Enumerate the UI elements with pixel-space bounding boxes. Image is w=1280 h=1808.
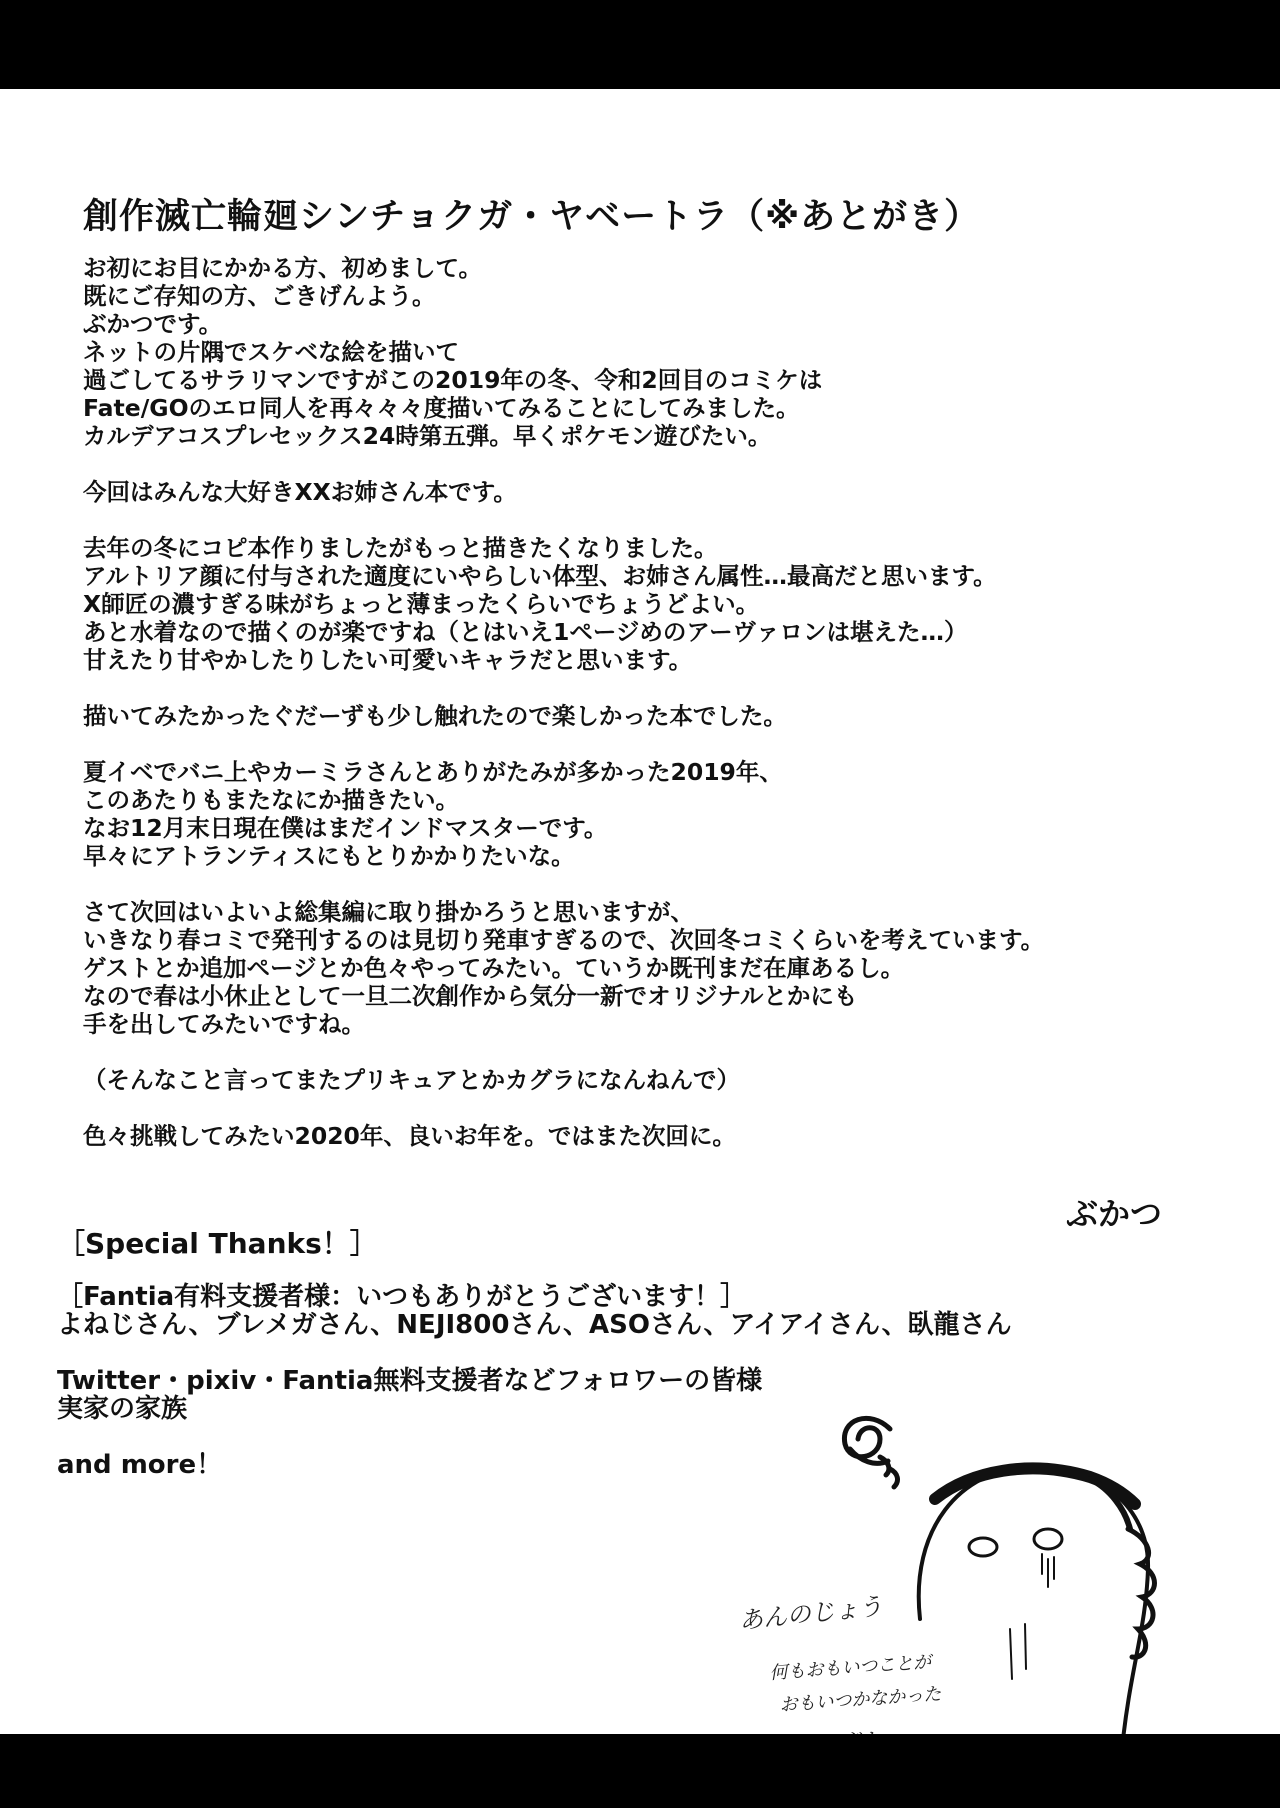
paragraph-book-topic — [83, 478, 1203, 506]
text-line: さて次回はいよいよ総集編に取り掛かろうと思いますが、 — [83, 898, 694, 926]
text-line: Fate/GOのエロ同人を再々々々度描いてみることにしてみました。 — [83, 394, 800, 422]
doodle-note-line-2: 何もおもいつことが — [768, 1651, 932, 1684]
text-line: なので春は小休止として一旦二次創作から気分一新でオリジナルとかにも — [83, 982, 858, 1010]
text-line: 色々挑戦してみたい2020年、良いお年を。ではまた次回に。 — [83, 1122, 736, 1150]
afterword-body — [83, 254, 1203, 1178]
text-line: ゲストとか追加ページとか色々やってみたい。ていうか既刊まだ在庫あるし。 — [83, 954, 905, 982]
paragraph-aside — [83, 1066, 1203, 1094]
scribble-icon — [844, 1418, 897, 1487]
text-line: 早々にアトランティスにもとりかかりたいな。 — [83, 842, 575, 870]
special-thanks-title: ［Special Thanks！］ — [57, 1227, 378, 1260]
text-line: 描いてみたかったぐだーずも少し触れたので楽しかった本でした。 — [83, 702, 787, 730]
bottom-letterbox-bar — [0, 1734, 1280, 1808]
text-line: 今回はみんな大好きXXお姉さん本です。 — [83, 478, 517, 506]
text-line: 手を出してみたいですね。 — [83, 1010, 365, 1038]
text-line: カルデアコスプレセックス24時第五弾。早くポケモン遊びたい。 — [83, 422, 772, 450]
followers-line: Twitter・pixiv・Fantia無料支援者などフォロワーの皆様 — [57, 1366, 763, 1396]
text-line: お初にお目にかかる方、初めまして。 — [83, 254, 483, 282]
paragraph-closing — [83, 1122, 1203, 1150]
family-line: 実家の家族 — [57, 1394, 188, 1424]
doodle-note-line-1: あんのじょう — [737, 1592, 884, 1635]
page-title: 創作滅亡輪廻シンチョクガ・ヤベートラ（※あとがき） — [83, 197, 981, 237]
paragraph-character — [83, 534, 1203, 674]
text-line: ぶかつです。 — [83, 310, 223, 338]
text-line: このあたりもまたなにか描きたい。 — [83, 786, 459, 814]
text-line: ネットの片隅でスケベな絵を描いて — [83, 338, 459, 366]
author-signature: ぶかつ — [1066, 1195, 1163, 1233]
paragraph-gudazu — [83, 702, 1203, 730]
fantia-supporters-names: よねじさん、ブレメガさん、NEJI800さん、ASOさん、アイアイさん、臥龍さん — [57, 1310, 1012, 1340]
paragraph-next-plans — [83, 898, 1203, 1038]
paragraph-summer-event — [83, 758, 1203, 870]
doodle-note-line-3: おもいつかなかった — [778, 1683, 942, 1716]
afterword-page — [0, 89, 1280, 1734]
text-line: あと水着なので描くのが楽ですね（とはいえ1ページめのアーヴァロンは堪えた…） — [83, 618, 968, 646]
text-line: 夏イベでバニ上やカーミラさんとありがたみが多かった2019年、 — [83, 758, 783, 786]
text-line: 去年の冬にコピ本作りましたがもっと描きたくなりました。 — [83, 534, 718, 562]
author-doodle — [730, 1389, 1190, 1734]
and-more-line: and more！ — [57, 1450, 223, 1480]
text-line: 甘えたり甘やかしたりしたい可愛いキャラだと思います。 — [83, 646, 693, 674]
text-line: 既にご存知の方、ごきげんよう。 — [83, 282, 436, 310]
fantia-supporters-header: ［Fantia有料支援者様：いつもありがとうございます！］ — [57, 1282, 747, 1312]
text-line: いきなり春コミで発刊するのは見切り発車すぎるので、次回冬コミくらいを考えています。 — [83, 926, 1045, 954]
text-line: X師匠の濃すぎる味がちょっと薄まったくらいでちょうどよい。 — [83, 590, 760, 618]
text-line: 過ごしてるサラリマンですがこの2019年の冬、令和2回目のコミケは — [83, 366, 823, 394]
paragraph-intro — [83, 254, 1203, 450]
round-face-drawing — [919, 1467, 1155, 1734]
text-line: アルトリア顔に付与された適度にいやらしい体型、お姉さん属性…最高だと思います。 — [83, 562, 997, 590]
text-line: なお12月末日現在僕はまだインドマスターです。 — [83, 814, 608, 842]
top-letterbox-bar — [0, 0, 1280, 89]
fantia-supporters-block — [57, 1283, 1057, 1339]
text-line: （そんなこと言ってまたプリキュアとかカグラになんねんで） — [83, 1066, 741, 1094]
